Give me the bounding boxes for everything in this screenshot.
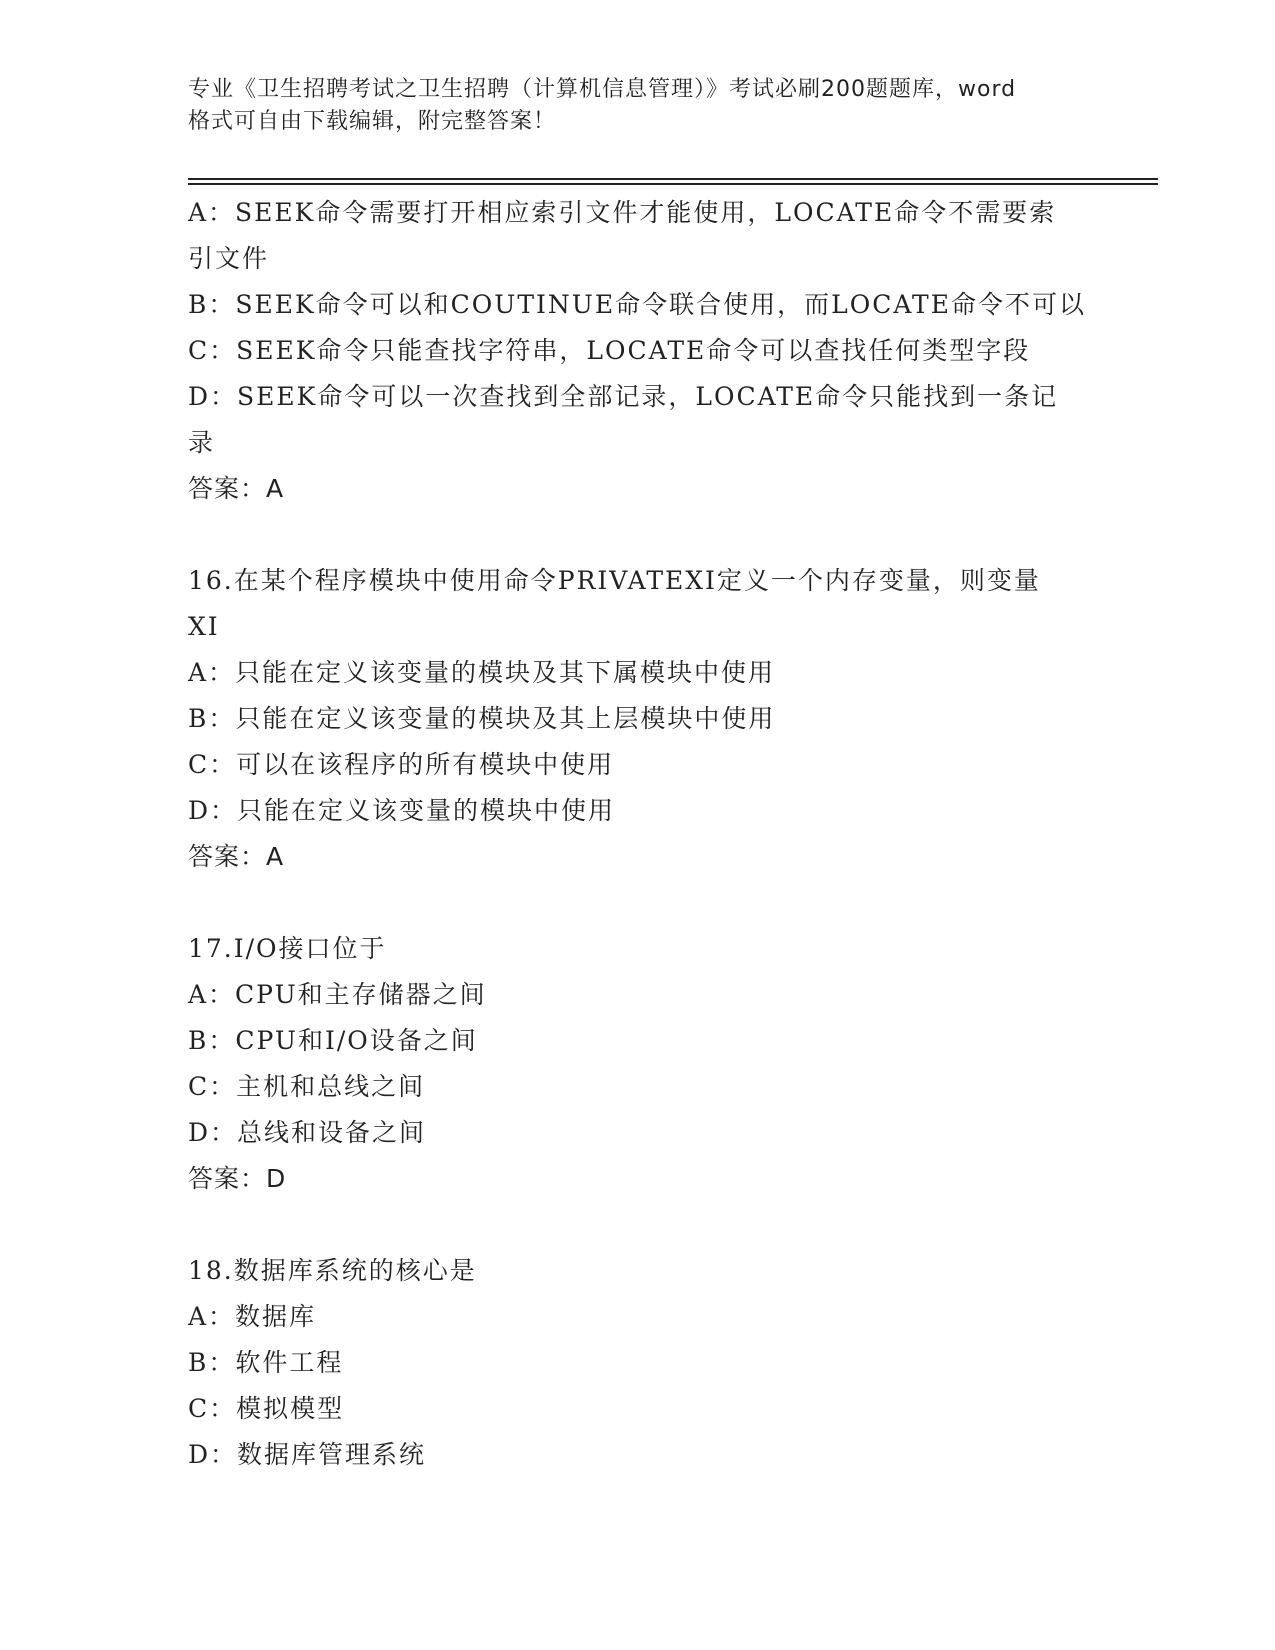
- question-18: [188, 1248, 1088, 1478]
- document-header: [188, 74, 1088, 138]
- spacer: [188, 1202, 1088, 1248]
- question-list: [188, 190, 1088, 1478]
- q15-option-a-line-1: A：SEEK命令需要打开相应索引文件才能使用，LOCATE命令不需要索: [188, 198, 1057, 227]
- question-16: [188, 558, 1088, 880]
- header-line-1: 专业《卫生招聘考试之卫生招聘（计算机信息管理）》考试必刷200题题库，word: [188, 77, 1017, 102]
- header-divider-bottom: [188, 183, 1158, 185]
- spacer: [188, 512, 1088, 558]
- q18-option-b: B：软件工程: [188, 1348, 344, 1377]
- q15-option-d-line-2: 录: [188, 428, 216, 457]
- header-divider-top: [188, 178, 1158, 180]
- q15-option-a-line-2: 引文件: [188, 244, 270, 273]
- q16-question-line-1: 16.在某个程序模块中使用命令PRIVATEXI定义一个内存变量，则变量: [188, 566, 1041, 595]
- q18-option-d: D：数据库管理系统: [188, 1440, 427, 1469]
- q16-option-a: A：只能在定义该变量的模块及其下属模块中使用: [188, 658, 776, 687]
- spacer: [188, 880, 1088, 926]
- q15-option-b: B：SEEK命令可以和COUTINUE命令联合使用，而LOCATE命令不可以: [188, 290, 1086, 319]
- q17-option-a: A：CPU和主存储器之间: [188, 980, 487, 1009]
- q16-option-d: D：只能在定义该变量的模块中使用: [188, 796, 616, 825]
- q18-option-a: A：数据库: [188, 1302, 317, 1331]
- header-line-2: 格式可自由下载编辑，附完整答案！: [188, 109, 557, 134]
- q18-question: 18.数据库系统的核心是: [188, 1256, 477, 1285]
- q16-option-b: B：只能在定义该变量的模块及其上层模块中使用: [188, 704, 776, 733]
- q16-answer: 答案：A: [188, 842, 285, 871]
- q18-option-c: C：模拟模型: [188, 1394, 345, 1423]
- q16-option-c: C：可以在该程序的所有模块中使用: [188, 750, 615, 779]
- q17-option-c: C：主机和总线之间: [188, 1072, 426, 1101]
- q16-question-line-2: XI: [188, 612, 220, 641]
- q17-option-b: B：CPU和I/O设备之间: [188, 1026, 478, 1055]
- q15-answer: 答案：A: [188, 474, 285, 503]
- q17-option-d: D：总线和设备之间: [188, 1118, 427, 1147]
- q17-question: 17.I/O接口位于: [188, 934, 387, 963]
- q17-answer: 答案：D: [188, 1164, 287, 1193]
- q15-option-c: C：SEEK命令只能查找字符串，LOCATE命令可以查找任何类型字段: [188, 336, 1031, 365]
- question-17: [188, 926, 1088, 1202]
- question-15: [188, 190, 1088, 512]
- q15-option-d-line-1: D：SEEK命令可以一次查找到全部记录，LOCATE命令只能找到一条记: [188, 382, 1059, 411]
